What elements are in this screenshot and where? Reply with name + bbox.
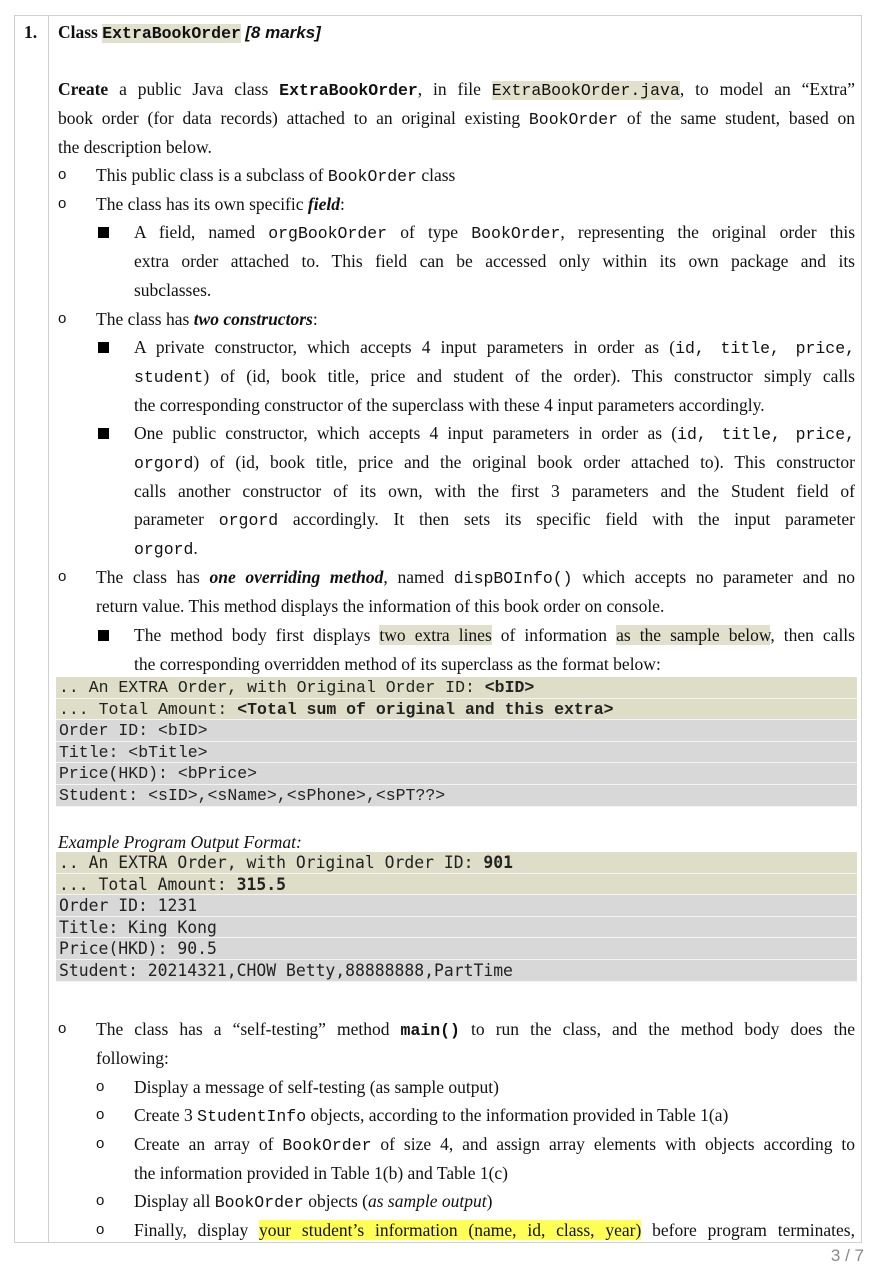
- code-line: ... Total Amount: <Total sum of original and this extra>: [56, 699, 857, 721]
- student-info-highlight: your student’s information (name, id, class, year): [259, 1220, 642, 1240]
- main-desc-2: following:: [96, 1048, 169, 1068]
- code-line: Student: <sID>,<sName>,<sPhone>,<sPT??>: [56, 785, 857, 807]
- output-line: .. An EXTRA Order, with Original Order ID: 901: [56, 852, 857, 874]
- public-ctor-1: One public constructor, which accepts 4 input parameters in order as (id, title, price,: [134, 423, 855, 444]
- main-step-3b: the information provided in Table 1(b) and Table 1(c): [134, 1163, 509, 1183]
- example-label: Example Program Output Format:: [58, 832, 302, 852]
- code-line: .. An EXTRA Order, with Original Order ID: <bID>: [56, 677, 857, 699]
- field-desc-3: subclasses.: [134, 280, 212, 300]
- circle-bullet: o: [96, 1135, 105, 1152]
- code-line: Price(HKD): <bPrice>: [56, 763, 857, 785]
- circle-bullet: o: [58, 1020, 67, 1037]
- public-ctor-3: calls another constructor of its own, with the first 3 parameters and the Student field of: [134, 481, 855, 501]
- code-line: Order ID: <bID>: [56, 720, 857, 742]
- public-ctor-5: orgord.: [134, 538, 198, 559]
- output-line: Title: King Kong: [56, 917, 857, 939]
- question-number-column: [15, 16, 49, 1242]
- question-frame: [14, 15, 862, 1243]
- main-step-1: Display a message of self-testing (as sample output): [134, 1077, 499, 1097]
- bullet-subclass: This public class is a subclass of BookOrder class: [96, 165, 456, 186]
- circle-bullet: o: [58, 166, 67, 183]
- bullet-override-2: return value. This method displays the information of this book order on console.: [96, 596, 665, 616]
- intro-line-1: Create a public Java class ExtraBookOrder, in file ExtraBookOrder.java, to model an “Extra”: [58, 79, 856, 100]
- question-title: Class ExtraBookOrder [8 marks]: [58, 22, 321, 43]
- intro-filename: ExtraBookOrder.java: [491, 81, 680, 100]
- main-step-2: Create 3 StudentInfo objects, according to the information provided in Table 1(a): [134, 1105, 729, 1126]
- code-line: Title: <bTitle>: [56, 742, 857, 764]
- bullet-constructors: The class has two constructors:: [96, 309, 318, 329]
- output-line: Price(HKD): 90.5: [56, 938, 857, 960]
- public-ctor-4: parameter orgord accordingly. It then sets its specific field with the input parameter: [134, 509, 856, 530]
- bullet-override-1: The class has one overriding method, named dispBOInfo() which accepts no parameter and no: [96, 567, 855, 588]
- public-ctor-2: orgord) of (id, book title, price and the original book order attached to). This constructor: [134, 452, 855, 473]
- method-body-1: The method body first displays two extra lines of information as the sample below, then calls: [134, 625, 855, 645]
- circle-bullet: o: [96, 1106, 105, 1123]
- circle-bullet: o: [58, 195, 67, 212]
- private-ctor-1: A private constructor, which accepts 4 input parameters in order as (id, title, price,: [134, 337, 856, 358]
- private-ctor-2: student) of (id, book title, price and student of the order). This constructor simply calls: [134, 366, 855, 387]
- bullet-field: The class has its own specific field:: [96, 194, 345, 214]
- title-class-name: ExtraBookOrder: [102, 24, 241, 43]
- question-number: 1.: [24, 22, 38, 42]
- private-ctor-3: the corresponding constructor of the superclass with these 4 input parameters accordingly.: [134, 395, 765, 415]
- main-desc-1: The class has a “self-testing” method main() to run the class, and the method body does the: [96, 1019, 855, 1040]
- field-desc-1: A field, named orgBookOrder of type BookOrder, representing the original order this: [134, 222, 856, 243]
- output-line: Student: 20214321,CHOW Betty,88888888,PartTime: [56, 960, 857, 982]
- output-line: Order ID: 1231: [56, 895, 857, 917]
- circle-bullet: o: [96, 1192, 105, 1209]
- output-line: ... Total Amount: 315.5: [56, 874, 857, 896]
- main-section: [58, 16, 855, 1242]
- main-step-5: Finally, display your student’s information (name, id, class, year) before program terminates,: [134, 1220, 855, 1240]
- main-step-4: Display all BookOrder objects (as sample output): [134, 1191, 493, 1212]
- intro-line-2: book order (for data records) attached to an original existing BookOrder of the same student, based on: [58, 108, 855, 129]
- page-number: 3 / 7: [830, 1246, 864, 1265]
- main-step-3: Create an array of BookOrder of size 4, and assign array elements with objects according to: [134, 1134, 855, 1155]
- title-marks: [8 marks]: [245, 23, 321, 42]
- field-desc-2: extra order attached to. This field can be accessed only within its own package and its: [134, 251, 855, 271]
- circle-bullet: o: [96, 1221, 105, 1238]
- intro-line-3: the description below.: [58, 137, 212, 157]
- circle-bullet: o: [58, 310, 67, 327]
- method-body-2: the corresponding overridden method of its superclass as the format below:: [134, 654, 661, 674]
- circle-bullet: o: [96, 1078, 105, 1095]
- circle-bullet: o: [58, 568, 67, 585]
